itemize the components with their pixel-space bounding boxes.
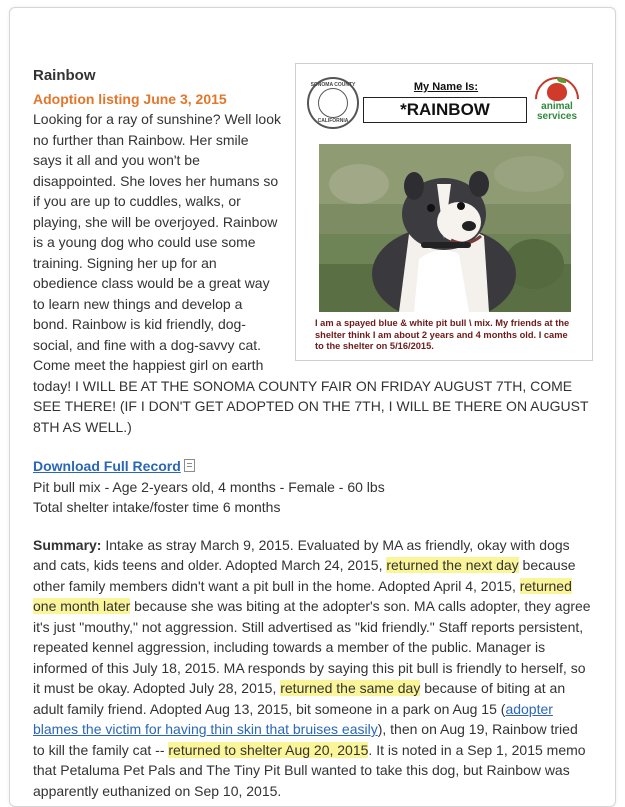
pet-info-line: Pit bull mix - Age 2-years old, 4 months - Female - 60 lbs — [33, 478, 385, 495]
summary-text-4: because of biting at an adult family friend. Adopted Aug 13, 2015, bit someone in a park on Aug 15 ( — [33, 680, 566, 717]
description-caps-text: I WILL BE AT THE SONOMA COUNTY FAIR ON FRIDAY AUGUST 7TH, COME SEE THERE! (IF I DON'T GET ADOPTED ON THE 7TH, I WILL BE THERE ON AUGUST 8TH AS WELL.) — [33, 377, 589, 435]
poster-sheet — [301, 69, 587, 355]
summary-text-2: because other family members didn't want a pit bull in the home. Adopted April 4, 2015, — [33, 557, 576, 594]
summary — [33, 535, 593, 802]
download-row — [33, 456, 593, 477]
victim-blame-link[interactable]: adopter blames the victim for having thin skin that bruises easily — [33, 700, 553, 737]
seal-inner-ring — [318, 88, 348, 118]
highlight-returned-same-day: returned the same day — [280, 680, 421, 696]
poster-pet-name: *RAINBOW — [363, 97, 527, 123]
adoption-poster — [295, 63, 593, 361]
listing-content — [33, 66, 593, 801]
logo-word-services: services — [536, 111, 578, 122]
shelter-time-line: Total shelter intake/foster time 6 months — [33, 499, 281, 515]
description-text: Looking for a ray of sunshine? Well look no further than Rainbow. Her smile says it all and you won't be disappointed. She loves her humans so if you are up to cuddles, walks, or playing, she will be overjoyed. Rainbow is a young dog who could use some training. Signing her up for an obedience class would be a great way to learn new things and develop a bond. Rainbow is kid friendly, dog-social, and fine with a dog-savvy cat. Come meet the happiest girl on earth today! — [33, 111, 281, 394]
summary-text-1: Intake as stray March 9, 2015. Evaluated by MA as friendly, okay with dogs and cats, kids teens and older. Adopted March 24, 2015, — [33, 536, 570, 573]
summary-text-6: . It is noted in a Sep 1, 2015 memo that Petaluma Pet Pals and The Tiny Pit Bull wanted to take this dog, but Rainbow was apparently euthanized on Sep 10, 2015. — [33, 741, 586, 799]
dog-photo — [319, 144, 571, 312]
listing-date: Adoption listing June 3, 2015 — [33, 91, 227, 107]
download-full-record-link[interactable]: Download Full Record — [33, 458, 181, 474]
poster-caption: I am a spayed blue & white pit bull \ mix. My friends at the shelter think I am about 2 years and 4 months old. I came to the shelter on 5/16/2015. — [315, 318, 570, 351]
apple-icon — [547, 83, 567, 101]
summary-text-3: because she was biting at the adopter's son. MA calls adopter, they agree it's just "mouthy," not aggression. Still advertised as "kid friendly." Staff reports persistent, repeated kennel aggression, including towards a member of the public. Manager is informed of this July 18, 2015. MA responds by saying this pit bull is friendly to herself, so it must be okay. Adopted July 28, 2015, — [33, 598, 591, 696]
seal-top-text: SONOMA COUNTY — [310, 82, 356, 88]
summary-text-5: ), then on Aug 19, Rainbow tried to kill the family cat -- — [33, 721, 578, 758]
highlight-returned-to-shelter: returned to shelter Aug 20, 2015 — [168, 741, 369, 758]
document-icon[interactable] — [184, 459, 195, 472]
record-block — [33, 456, 593, 518]
pet-name: Rainbow — [33, 67, 96, 84]
county-seal-icon — [307, 77, 359, 129]
seal-bottom-text: CALIFORNIA — [317, 118, 349, 124]
poster-heading: My Name Is: — [413, 81, 479, 93]
highlight-returned-next-day: returned the next day — [386, 557, 519, 573]
logo-word-animal: animal — [541, 101, 573, 112]
summary-label: Summary: — [33, 536, 102, 553]
highlight-returned-one-month: returned one month later — [33, 577, 572, 614]
animal-services-logo-icon — [533, 75, 585, 127]
dog-photo-illustration — [319, 144, 571, 312]
